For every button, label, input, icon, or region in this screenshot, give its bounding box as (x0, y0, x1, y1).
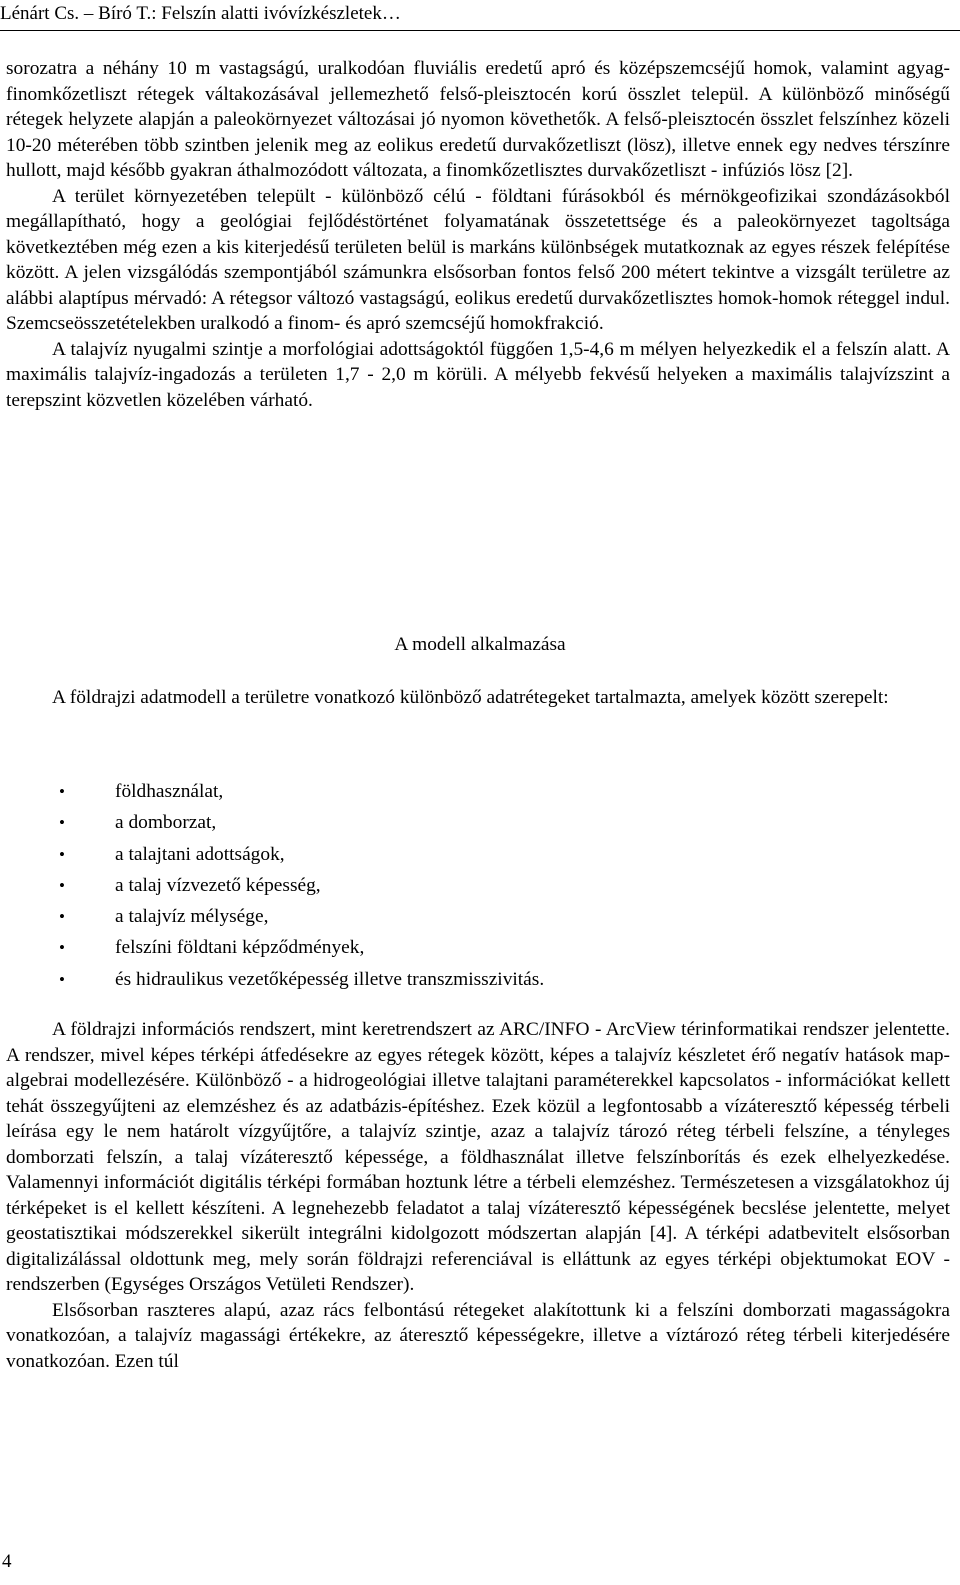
paragraph-3: A talajvíz nyugalmi szintje a morfológiai adottságoktól függően 1,5-4,6 m mélyen helyezkedik el a felszín alatt. A maximális talajvíz-ingadozás a területen 1,7 - 2,0 m körüli. A mélyebb fekvésű helyeken a maximális talajvízszint a terepszint közvetlen közelében várható. (6, 338, 950, 411)
paragraph-2: A terület környezetében települt - különböző célú - földtani fúrásokból és mérnökgeofizikai szondázásokból megállapítható, hogy a geológiai fejlődéstörténet folyamatának összetettsége és a paleokörnyezet tagoltsága következtében még ezen a kis kiterjedésű területen belül is markáns különbségek mutatkoznak az egyes részek felépítése között. A jelen vizsgálódás szempontjából számunkra elsősorban fontos felső 200 métert tekintve a vizsgált területre az alábbi alaptípus mérvadó: A rétegsor változó vastagságú, eolikus eredetű durvakőzetlisztes homok-homok réteggel indul. Szemcseösszetételekben uralkodó a finom- és apró szemcséjű homokfrakció. (6, 185, 950, 334)
list-item (55, 901, 544, 932)
section-2-body (6, 1017, 950, 1374)
bullet-icon: • (59, 907, 65, 927)
bullet-icon: • (59, 813, 65, 833)
list-item (55, 776, 544, 807)
list-item (55, 932, 544, 963)
bullet-icon: • (59, 969, 65, 989)
paragraph-intro: A földrajzi adatmodell a területre vonatkozó különböző adatrétegeket tartalmazta, amelyek között szerepelt: (52, 687, 889, 708)
bullet-icon: • (59, 875, 65, 895)
list-item (55, 807, 544, 838)
bullet-icon: • (59, 938, 65, 958)
list-item (55, 964, 544, 995)
section-2-intro (6, 685, 950, 711)
bullet-icon: • (59, 844, 65, 864)
page-number: 4 (2, 1551, 12, 1572)
data-layer-list (55, 776, 544, 995)
list-item-text: a talajvíz mélysége, (115, 906, 269, 928)
running-header: Lénárt Cs. – Bíró T.: Felszín alatti ivóvízkészletek… (0, 3, 401, 24)
list-item-text: felszíni földtani képződmények, (115, 937, 365, 959)
list-item (55, 839, 544, 870)
section-1-body (6, 56, 950, 413)
list-item-text: a talajtani adottságok, (115, 843, 285, 865)
paragraph-5: Elsősorban raszteres alapú, azaz rács felbontású rétegeket alakítottunk ki a felszíni domborzati magasságokra vonatkozóan, a talajvíz magassági értékekre, az áteresztő képességekre, illetve a víztározó réteg térbeli kiterjedésére vonatkozóan. Ezen túl (6, 1299, 950, 1372)
list-item-text: a talaj vízvezető képesség, (115, 874, 321, 896)
paragraph-4: A földrajzi információs rendszert, mint keretrendszert az ARC/INFO - ArcView térinformatikai rendszer jelentette. A rendszer, mivel képes térképi átfedésekre az egyes rétegek között, képes a talajvíz készletet érő negatív hatások map-algebrai modellezésére. Különböző - a hidrogeológiai illetve talajtani paraméterekkel kapcsolatos - információkat kellett tehát összegyűjteni az elemzéshez és az adatbázis-építéshez. Ezek közül a legfontosabb a vízáteresztő képesség térbeli leírása egy le nem határolt vízgyűjtőre, a talajvíz szintje, azaz a talajvíz tározó réteg térbeli felszíne, a tényleges domborzati felszín, a talaj vízáteresztő képessége, a földhasználat illetve felszínborítás és ezek elhelyezkedése. Valamennyi információt digitális térképi formában hoztunk létre a térbeli elemzéshez. Természetesen a vizsgálatokhoz új térképeket is el kellett készíteni. A legnehezebb feladatot a talaj vízáteresztő képességének becslése jelentette, melyet geostatisztikai módszerekkel sikerült integrálni kidolgozott módszertan alapján [4]. A térképi adatbevitelt elsősorban digitalizálással oldottunk meg, mely során földrajzi referenciával is elláttunk az egyes térképi objektumokat EOV - rendszerben (Egységes Országos Vetületi Rendszer). (6, 1019, 950, 1295)
list-item-text: a domborzat, (115, 812, 217, 834)
list-item-text: földhasználat, (115, 781, 224, 802)
list-item-text: és hidraulikus vezetőképesség illetve transzmisszivitás. (115, 968, 545, 990)
paragraph-1: sorozatra a néhány 10 m vastagságú, uralkodóan fluviális eredetű apró és középszemcséjű homok, valamint agyag-finomkőzetliszt rétegek váltakozásával jellemezhető felső-pleisztocén korú összlet települ. A különböző minőségű rétegek helyzete alapján a paleokörnyezet változásai jó nyomon követhetők. A felső-pleisztocén összlet felszínhez közeli 10-20 méterében több szintben jelenik meg az eolikus eredetű durvakőzetliszt (lösz), illetve ennek egy nedves térszínre hullott, majd később gyakran áthalmozódott változata, a finomkőzetlisztes durvakőzetliszt - infúziós lösz [2]. (6, 58, 950, 181)
section-title: A modell alkalmazása (394, 634, 566, 655)
header-rule (0, 30, 960, 31)
bullet-icon: • (59, 782, 65, 801)
list-item (55, 870, 544, 901)
